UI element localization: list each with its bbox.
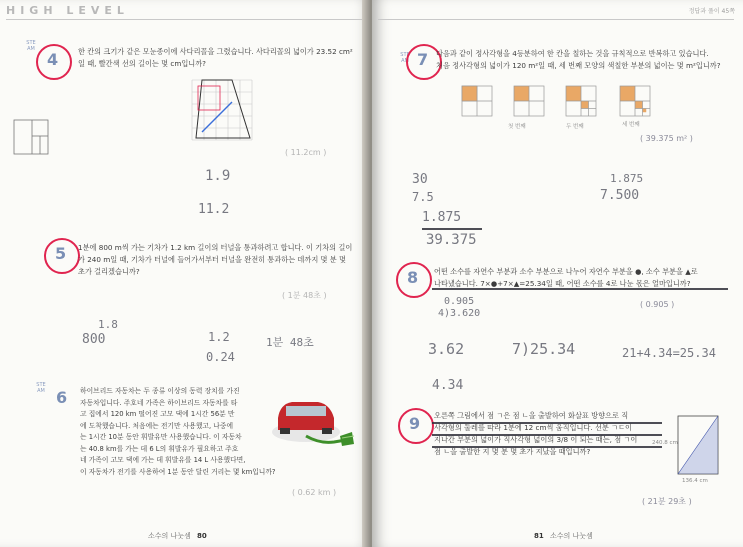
- work-7f: 7.500: [600, 188, 640, 203]
- problem-5-number: 5: [55, 244, 67, 263]
- work-8a: 0.905: [444, 296, 475, 307]
- figure-label-third: 세 번째: [622, 122, 640, 128]
- header-rule: [378, 19, 734, 20]
- left-footer: 소수의 나눗셈 80: [148, 532, 207, 540]
- problem-6-answer: ( 0.62 km ): [292, 488, 337, 497]
- problem-4-number: 4: [47, 50, 59, 69]
- steam-tag: STE AM: [26, 40, 36, 52]
- work-7a: 30: [412, 172, 428, 187]
- work-5e: 1분 48초: [266, 336, 314, 349]
- problem-9-number: 9: [409, 414, 421, 433]
- problem-8-text: 어떤 소수를 자연수 부분과 소수 부분으로 나누어 자연수 부분을 ●, 소수 부분을 ▲로 나타냈습니다. 7×●+7×▲=25.34일 때, 어떤 소수를 4로 나눈 몫은 얼마입니까?: [434, 267, 698, 288]
- figure-label-second: 두 번째: [566, 124, 584, 130]
- student-sketch: [12, 118, 52, 158]
- work-8b: 4)3.620: [438, 308, 481, 319]
- figure-label-height: 240.8 cm: [652, 440, 678, 446]
- hybrid-car-illustration: [272, 388, 356, 460]
- problem-4-text: 한 칸의 크기가 같은 모눈종이에 사다리꼴을 그렸습니다. 사다리꼴의 넓이가 23.52 cm² 일 때, 빨간색 선의 길이는 몇 cm입니까?: [78, 47, 353, 68]
- work-4a: 1.9: [205, 168, 231, 184]
- problem-9-underline: [432, 446, 662, 448]
- work-5c: 1.2: [208, 330, 230, 344]
- problem-9-answer: ( 21분 29초 ): [642, 497, 692, 506]
- work-7d: 39.375: [426, 232, 477, 248]
- work-7c: 1.875: [422, 210, 462, 225]
- work-7-rule: [422, 228, 482, 230]
- trapezoid-grid-figure: [192, 80, 252, 140]
- work-8c: 3.62: [428, 340, 465, 358]
- problem-5-answer: ( 1분 48초 ): [282, 291, 327, 300]
- work-5d: 0.24: [206, 350, 235, 364]
- work-7e: 1.875: [610, 172, 644, 185]
- work-8f: 4.34: [432, 378, 464, 393]
- right-footer: 81 소수의 나눗셈: [534, 532, 593, 540]
- header-rule: [6, 19, 362, 20]
- problem-7-answer: ( 39.375 m² ): [640, 134, 693, 143]
- figure-label-first: 첫 번째: [508, 124, 526, 130]
- problem-9-underline: [432, 422, 662, 424]
- square-pattern-figure: [460, 84, 700, 118]
- problem-9-underline: [432, 434, 662, 436]
- problem-7-text: 다음과 같이 정사각형을 4등분하여 한 칸을 칠하는 것을 규칙적으로 반복하고 있습니다. 처음 정사각형의 넓이가 120 m²일 때, 세 번째 모양의 색칠한 부분의 넓이는 몇 m²입니까?: [436, 49, 721, 70]
- work-5a: 1.8: [98, 318, 118, 331]
- work-7b: 7.5: [412, 190, 434, 204]
- problem-9-text: 오른쪽 그림에서 점 ㄱ은 점 ㄴ을 출발하여 화살표 방향으로 직 사각형의 둘레를 따라 1분에 12 cm씩 움직입니다. 선분 ㄱㄷ이 지나간 부분의 넓이가 직사각형 넓이의 3/8 이 되는 때는, 점 ㄱ이 점 ㄴ을 출발한 지 몇 분 몇 초가 지났을 때입니까?: [434, 411, 638, 456]
- problem-7-number: 7: [417, 50, 429, 69]
- figure-label-width: 136.4 cm: [682, 478, 708, 484]
- steam-tag: STE AM: [400, 52, 410, 64]
- problem-8-answer: ( 0.905 ): [640, 300, 675, 309]
- problem-5-text: 1분에 800 m씩 가는 기차가 1.2 km 길이의 터널을 통과하려고 합니다. 이 기차의 길이 가 240 m일 때, 기차가 터널에 들어가서부터 터널을 완전히 통과하는 데까지 몇 분 몇 초가 걸리겠습니까?: [78, 243, 353, 276]
- problem-6-number: 6: [56, 388, 68, 407]
- problem-8-underline: [432, 288, 728, 290]
- left-page: [0, 0, 370, 547]
- work-4b: 11.2: [198, 202, 230, 217]
- work-5b: 800: [82, 332, 106, 347]
- header-answer-ref: 정답과 풀이 45쪽: [688, 8, 735, 15]
- work-8e: 21+4.34=25.34: [622, 346, 716, 360]
- right-page: [372, 0, 743, 547]
- rectangle-figure: [676, 414, 722, 478]
- problem-4-answer: ( 11.2cm ): [285, 148, 327, 157]
- header-title: HIGH LEVEL: [6, 4, 129, 17]
- problem-8-number: 8: [407, 268, 419, 287]
- work-8d: 7)25.34: [512, 340, 576, 358]
- steam-tag: STE AM: [36, 382, 46, 394]
- problem-6-text: 하이브리드 자동차는 두 종류 이상의 동력 장치를 가진 자동차입니다. 주호네 가족은 하이브리드 자동차를 타 고 집에서 120 km 떨어진 고모 댁에 1시간 56분 만 에 도착했습니다. 처음에는 전기만 사용했고, 나중에 는 1시간 10분 동안 휘발유만 사용했습니다. 이 자동차 는 40.8 km를 가는 데 6 L의 휘발유가 필요하고 주호 네 가족이 고모 댁에 가는 데 휘발유를 14 L 사용했다면, 이 자동차가 전기를 사용하여 1분 동안 달린 거리는 몇 km입니까?: [80, 387, 276, 476]
